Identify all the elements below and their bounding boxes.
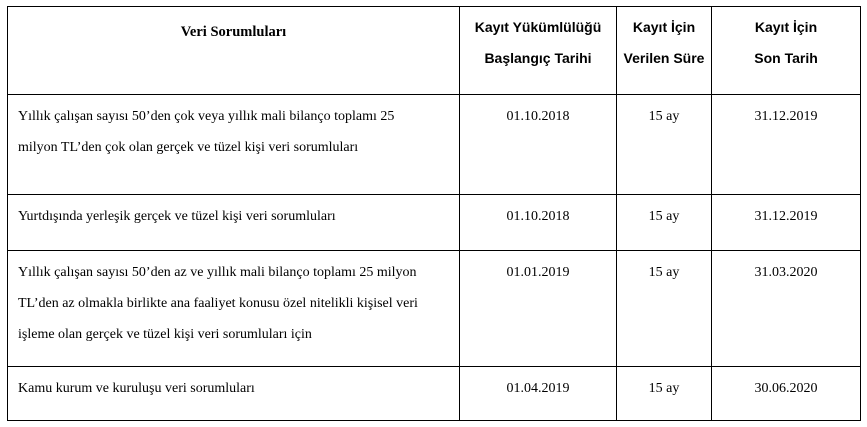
- header-deadline: [712, 7, 861, 95]
- row-deadline: 30.06.2020: [712, 367, 861, 421]
- row-duration: 15 ay: [617, 367, 712, 421]
- row-description: [8, 251, 460, 367]
- table-header-row: [8, 7, 861, 95]
- description-line: Kamu kurum ve kuruluşu veri sorumluları: [18, 381, 255, 396]
- header-start-line2: Başlangıç Tarihi: [484, 50, 592, 66]
- header-deadline-line2: Son Tarih: [754, 50, 818, 66]
- row-duration: 15 ay: [617, 251, 712, 367]
- row-description: [8, 367, 460, 421]
- row-start-date: 01.04.2019: [460, 367, 617, 421]
- row-deadline: 31.12.2019: [712, 95, 861, 195]
- row-duration: 15 ay: [617, 95, 712, 195]
- description-line: Yıllık çalışan sayısı 50’den az ve yıllık mali bilanço toplamı 25 milyon: [18, 265, 417, 280]
- header-registration-start-date: [460, 7, 617, 95]
- row-deadline: 31.03.2020: [712, 251, 861, 367]
- row-deadline: 31.12.2019: [712, 195, 861, 251]
- header-given-duration: [617, 7, 712, 95]
- row-duration: 15 ay: [617, 195, 712, 251]
- description-line: Yurtdışında yerleşik gerçek ve tüzel kişi veri sorumluları: [18, 209, 336, 224]
- header-data-controllers: Veri Sorumluları: [8, 7, 460, 95]
- header-duration-line1: Kayıt İçin: [632, 19, 696, 35]
- registration-deadlines-table: [7, 6, 861, 421]
- description-line: işleme olan gerçek ve tüzel kişi veri sorumluları için: [18, 327, 312, 342]
- row-start-date: 01.10.2018: [460, 195, 617, 251]
- table-row: [8, 195, 861, 251]
- description-line: milyon TL’den çok olan gerçek ve tüzel kişi veri sorumluları: [18, 140, 359, 155]
- table-row: [8, 367, 861, 421]
- table-row: [8, 95, 861, 195]
- table-row: [8, 251, 861, 367]
- header-deadline-line1: Kayıt İçin: [754, 19, 818, 35]
- header-start-line1: Kayıt Yükümlülüğü: [474, 19, 602, 35]
- description-line: Yıllık çalışan sayısı 50’den çok veya yıllık mali bilanço toplamı 25: [18, 109, 395, 124]
- description-line: TL’den az olmakla birlikte ana faaliyet konusu özel nitelikli kişisel veri: [18, 296, 418, 311]
- row-description: [8, 195, 460, 251]
- header-duration-line2: Verilen Süre: [623, 50, 705, 66]
- row-start-date: 01.10.2018: [460, 95, 617, 195]
- row-start-date: 01.01.2019: [460, 251, 617, 367]
- row-description: [8, 95, 460, 195]
